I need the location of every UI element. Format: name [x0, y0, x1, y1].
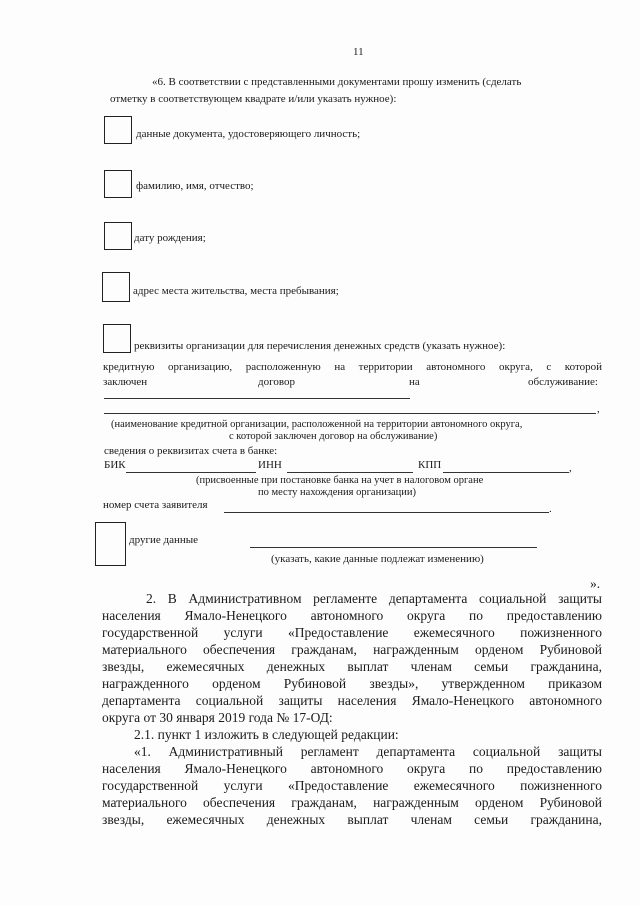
section2-line-6: награжденного орденом Рубиновой звезды», утвержденном приказом [102, 676, 602, 691]
bank-caption-3: (присвоенные при постановке банка на учет в налоговом органе [196, 475, 484, 486]
section2-line-8: округа от 30 января 2019 года № 17-ОД: [102, 710, 333, 725]
checkbox-identity-document[interactable] [104, 116, 132, 144]
bank-caption-2: с которой заключен договор на обслуживание) [229, 431, 438, 442]
option-birth-date: дату рождения; [134, 232, 206, 244]
inn-label: ИНН [258, 459, 282, 471]
bank-word-obsluzhivanie: обслуживание: [528, 376, 598, 388]
option-bank-requisites: реквизиты организации для перечисления денежных средств (указать нужное): [134, 340, 506, 352]
section2-line-7: департамента социальной защиты населения Ямало-Ненецкого автономного [102, 693, 602, 708]
closing-quote: ». [590, 576, 601, 591]
inn-field[interactable] [287, 472, 413, 473]
requisites-label: сведения о реквизитах счета в банке: [104, 445, 278, 457]
bank-word-dogovor: договор [258, 376, 295, 388]
checkbox-other-data[interactable] [95, 522, 126, 566]
account-number-label: номер счета заявителя [103, 499, 208, 511]
section2-line-4: материального обеспечения гражданам, награжденным орденом Рубиновой [102, 642, 602, 657]
bank-caption-4: по месту нахождения организации) [258, 487, 416, 498]
bank-line1: кредитную организацию, расположенную на территории автономного округа, с которой [103, 361, 602, 373]
section2-line-3: государственной услуги «Предоставление ежемесячного пожизненного [102, 625, 602, 640]
kpp-label: КПП [418, 459, 442, 471]
checkbox-bank-requisites[interactable] [103, 324, 131, 353]
bik-field[interactable] [126, 472, 256, 473]
section2-line-1: 2. В Административном регламенте департамента социальной защиты [146, 591, 602, 606]
section1-line-5: звезды, ежемесячных денежных выплат членам семьи гражданина, [102, 812, 602, 827]
bank-name-line-2[interactable] [104, 413, 596, 414]
other-data-field[interactable] [250, 547, 537, 548]
bank-caption-1: (наименование кредитной организации, расположенной на территории автономного округа, [111, 419, 523, 430]
page-number: 11 [353, 46, 364, 58]
kpp-field[interactable] [443, 472, 569, 473]
section1-line-3: государственной услуги «Предоставление ежемесячного пожизненного [102, 778, 602, 793]
account-dot: . [549, 503, 552, 515]
bik-label: БИК [104, 459, 126, 471]
option-identity-document: данные документа, удостоверяющего личность; [136, 128, 361, 140]
bank-word-na: на [409, 376, 420, 388]
kpp-comma: , [569, 462, 572, 474]
section2-line-5: звезды, ежемесячных денежных выплат членам семьи гражданина, [102, 659, 602, 674]
bank-comma: , [597, 403, 600, 415]
other-data-label: другие данные [129, 534, 199, 546]
account-number-field[interactable] [224, 512, 549, 513]
option-full-name: фамилию, имя, отчество; [136, 180, 254, 192]
checkbox-birth-date[interactable] [104, 222, 132, 250]
checkbox-full-name[interactable] [104, 170, 132, 198]
section1-line-4: материального обеспечения гражданам, награжденным орденом Рубиновой [102, 795, 602, 810]
other-data-caption: (указать, какие данные подлежат изменению) [271, 553, 484, 565]
checkbox-address[interactable] [102, 272, 130, 302]
option-address: адрес места жительства, места пребывания; [133, 285, 339, 297]
section1-line-1: «1. Административный регламент департамента социальной защиты [134, 744, 602, 759]
item6-line1: «6. В соответствии с представленными документами прошу изменить (сделать [152, 76, 522, 88]
section2-line-2: населения Ямало-Ненецкого автономного округа по предоставлению [102, 608, 602, 623]
bank-name-line-1[interactable] [104, 398, 410, 399]
section21-heading: 2.1. пункт 1 изложить в следующей редакции: [134, 727, 399, 742]
section1-line-2: населения Ямало-Ненецкого автономного округа по предоставлению [102, 761, 602, 776]
bank-word-zaklyuchen: заключен [103, 376, 148, 388]
item6-line2: отметку в соответствующем квадрате и/или указать нужное): [110, 93, 397, 105]
